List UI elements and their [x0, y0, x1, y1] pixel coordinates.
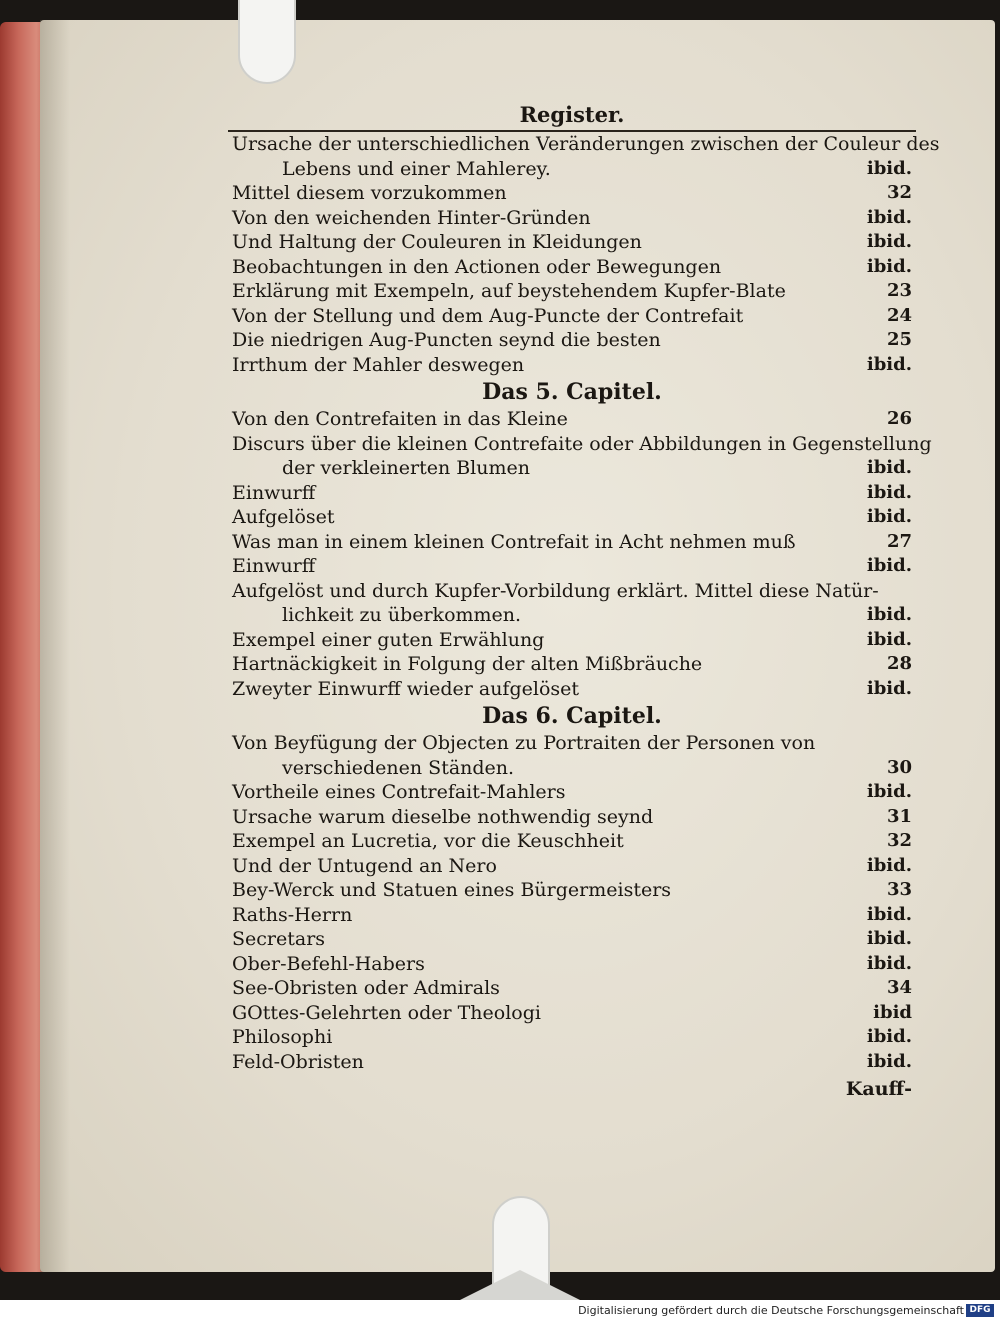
entry-text: Zweyter Einwurff wieder aufgelöset: [232, 677, 580, 700]
register-content: [232, 100, 940, 1104]
register-entry: [232, 731, 912, 780]
footer-bar: [0, 1300, 1000, 1322]
entry-text: Ober-Befehl-Habers: [232, 952, 425, 975]
entry-text: Vortheile eines Contrefait-Mahlers: [232, 781, 566, 803]
entry-page-ref: ibid.: [866, 628, 912, 650]
register-entry: [232, 481, 912, 506]
entry-text: Beobachtungen in den Actionen oder Bewegungen: [232, 255, 722, 278]
entry-list-chapter-6: [232, 731, 912, 1074]
entry-page-ref: ibid.: [866, 481, 912, 503]
entry-page-ref: 23: [886, 280, 912, 301]
entry-text: Die niedrigen Aug-Puncten seynd die besten: [232, 329, 661, 351]
register-entry: [232, 976, 912, 1001]
entry-page-ref: ibid.: [866, 604, 912, 625]
entry-text: Raths-Herrn: [232, 903, 353, 926]
page-gutter-shadow: [40, 20, 70, 1272]
register-entry: [232, 677, 912, 702]
entry-page-ref: ibid.: [866, 457, 912, 478]
register-entry: [232, 230, 912, 255]
entry-text: Und der Untugend an Nero: [232, 854, 497, 877]
entry-text: Was man in einem kleinen Contrefait in Acht nehmen muß: [232, 530, 796, 553]
entry-page-ref: ibid.: [866, 854, 912, 876]
register-entry: [232, 780, 912, 805]
entry-page-ref: ibid.: [866, 1026, 912, 1047]
register-entry: [232, 554, 912, 579]
register-entry: [232, 132, 940, 181]
entry-page-ref: ibid: [873, 1001, 912, 1023]
entry-text: Von den Contrefaiten in das Kleine: [232, 408, 568, 430]
register-entry: [232, 805, 912, 830]
register-entry: [232, 854, 912, 879]
entry-text: Philosophi: [232, 1026, 333, 1048]
entry-text: Irrthum der Mahler deswegen: [232, 353, 525, 376]
clip-stand: [460, 1270, 580, 1300]
register-entry: [232, 829, 912, 854]
entry-page-ref: ibid.: [866, 353, 912, 375]
entry-text: Einwurff: [232, 481, 316, 504]
entry-page-ref: 26: [886, 408, 912, 429]
footer-credit: Digitalisierung gefördert durch die Deutsche Forschungsgemeinschaft: [578, 1304, 964, 1317]
entry-page-ref: 28: [886, 653, 912, 674]
entry-page-ref: ibid.: [866, 555, 912, 576]
entry-text: Hartnäckigkeit in Folgung der alten Mißbräuche: [232, 653, 703, 675]
register-entry: [232, 1001, 912, 1026]
register-entry: [232, 328, 912, 353]
entry-page-ref: ibid.: [866, 231, 912, 252]
chapter-heading-5: Das 5. Capitel.: [482, 379, 662, 405]
dfg-logo: DFG: [966, 1304, 994, 1317]
entry-page-ref: 27: [886, 530, 912, 552]
register-entry: [232, 206, 912, 231]
entry-text: Von Beyfügung der Objecten zu Portraiten der Personen von: [232, 732, 816, 754]
entry-text-continued: der verkleinerten Blumen: [282, 457, 530, 479]
entry-page-ref: ibid.: [866, 255, 912, 277]
entry-text: Bey-Werck und Statuen eines Bürgermeisters: [232, 879, 672, 901]
entry-text-continued: verschiedenen Ständen.: [282, 756, 515, 779]
entry-text: Einwurff: [232, 555, 316, 577]
entry-list-chapter-4: [232, 132, 940, 377]
entry-page-ref: ibid.: [866, 157, 912, 179]
register-entry: [232, 579, 912, 628]
register-entry: [232, 353, 912, 378]
chapter-heading-6: Das 6. Capitel.: [482, 703, 662, 729]
register-entry: [232, 181, 912, 206]
register-entry: [232, 878, 912, 903]
entry-page-ref: 24: [886, 304, 912, 326]
entry-text: Discurs über die kleinen Contrefaite oder Abbildungen in Gegenstellung: [232, 432, 932, 455]
register-entry: [232, 1050, 912, 1075]
entry-page-ref: 33: [886, 879, 912, 900]
catchword: Kauff-: [845, 1078, 912, 1100]
entry-page-ref: 32: [886, 830, 912, 851]
entry-page-ref: ibid.: [866, 506, 912, 527]
entry-text: Ursache der unterschiedlichen Veränderungen zwischen der Couleur des: [232, 133, 940, 155]
entry-page-ref: 32: [886, 182, 912, 203]
entry-page-ref: ibid.: [866, 677, 912, 699]
entry-text: Aufgelöst und durch Kupfer-Vorbildung erklärt. Mittel diese Natür-: [232, 579, 879, 602]
register-entry: [232, 927, 912, 952]
register-entry: [232, 505, 912, 530]
page-clip-top: [238, 0, 296, 84]
entry-page-ref: 30: [886, 756, 912, 778]
entry-page-ref: ibid.: [866, 928, 912, 949]
entry-text: Mittel diesem vorzukommen: [232, 182, 507, 204]
entry-text: GOttes-Gelehrten oder Theologi: [232, 1001, 541, 1024]
register-entry: [232, 952, 912, 977]
entry-page-ref: ibid.: [866, 952, 912, 974]
entry-text-continued: lichkeit zu überkommen.: [282, 604, 522, 626]
entry-page-ref: ibid.: [866, 1050, 912, 1072]
register-entry: [232, 903, 912, 928]
entry-list-chapter-5: [232, 407, 932, 701]
entry-page-ref: ibid.: [866, 781, 912, 802]
entry-text: Von der Stellung und dem Aug-Puncte der Contrefait: [232, 304, 744, 327]
entry-text: Aufgelöset: [232, 506, 335, 528]
page-title: Register.: [228, 100, 916, 132]
register-entry: [232, 1025, 912, 1050]
register-entry: [232, 407, 912, 432]
entry-text: Exempel an Lucretia, vor die Keuschheit: [232, 830, 624, 852]
entry-text: Von den weichenden Hinter-Gründen: [232, 206, 591, 229]
register-entry: [232, 628, 912, 653]
entry-page-ref: ibid.: [866, 903, 912, 925]
entry-text: Exempel einer guten Erwählung: [232, 628, 545, 651]
entry-page-ref: 34: [886, 977, 912, 998]
entry-text: Feld-Obristen: [232, 1050, 364, 1073]
register-entry: [232, 279, 912, 304]
register-entry: [232, 530, 912, 555]
register-entry: [232, 304, 912, 329]
entry-text-continued: Lebens und einer Mahlerey.: [282, 157, 551, 180]
entry-page-ref: ibid.: [866, 206, 912, 228]
entry-text: See-Obristen oder Admirals: [232, 977, 500, 999]
register-entry: [232, 432, 932, 481]
register-entry: [232, 652, 912, 677]
entry-page-ref: 31: [886, 805, 912, 827]
entry-text: Secretars: [232, 928, 326, 950]
entry-text: Ursache warum dieselbe nothwendig seynd: [232, 805, 654, 828]
entry-text: Erklärung mit Exempeln, auf beystehendem Kupfer-Blate: [232, 280, 786, 302]
register-entry: [232, 255, 912, 280]
entry-text: Und Haltung der Couleuren in Kleidungen: [232, 231, 642, 253]
entry-page-ref: 25: [886, 329, 912, 350]
